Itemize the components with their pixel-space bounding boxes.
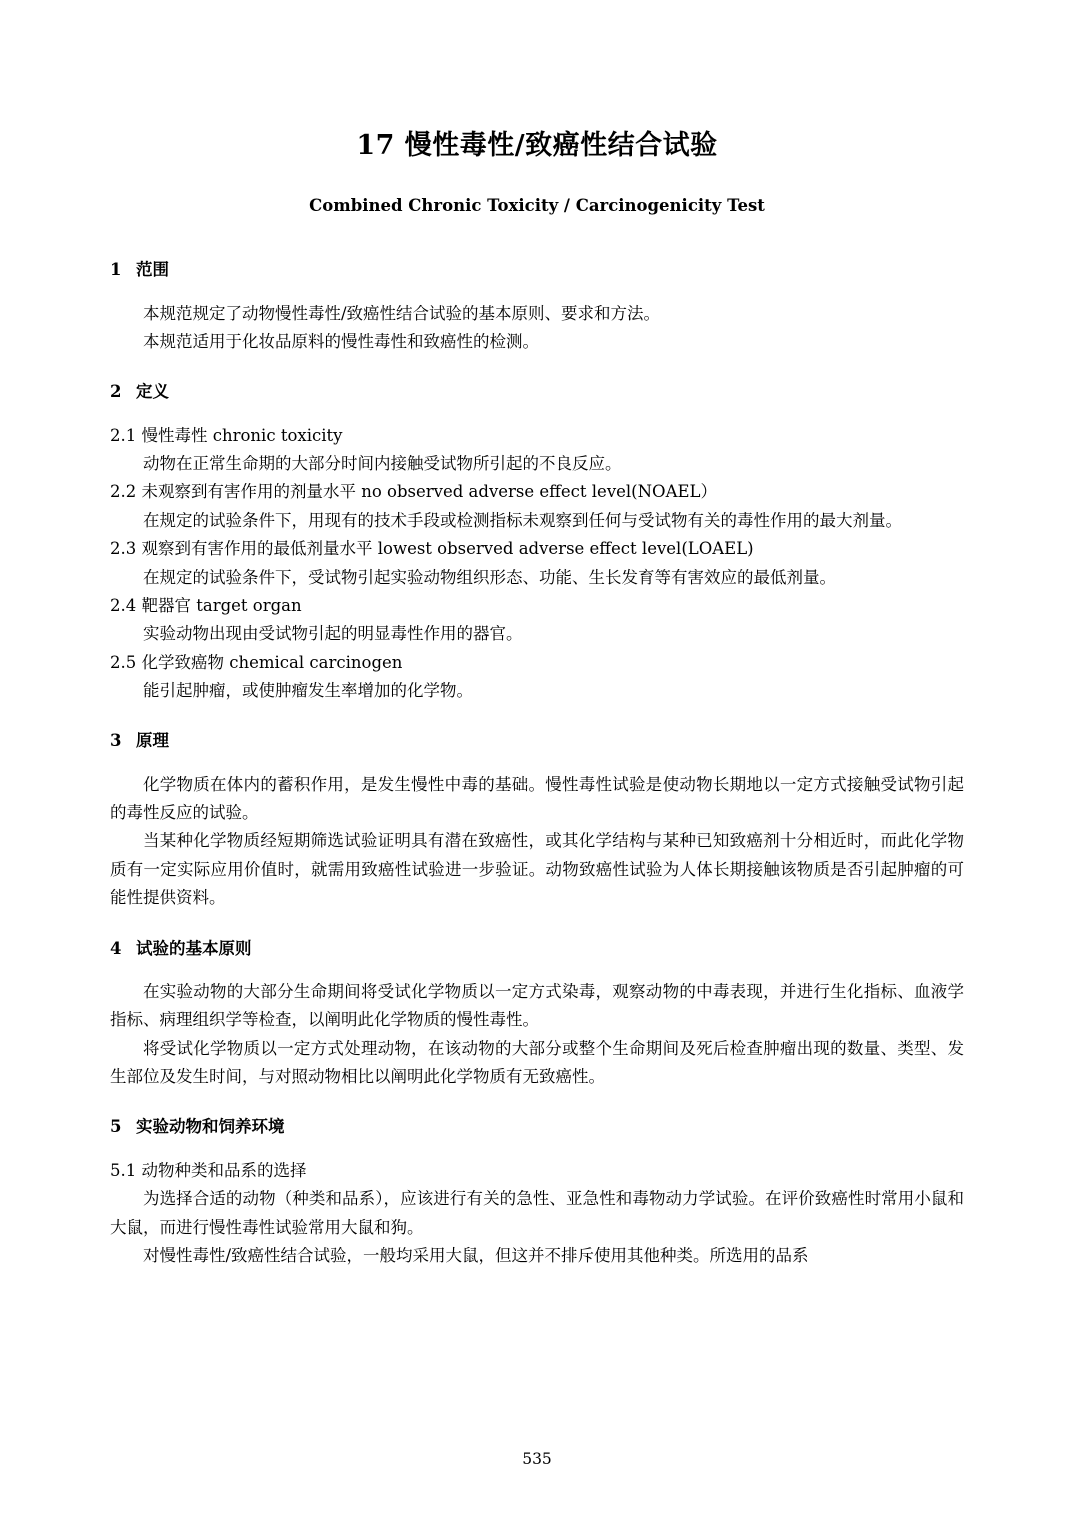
section-4-paragraph-2: 将受试化学物质以一定方式处理动物，在该动物的大部分或整个生命期间及死后检查肿瘤出现的数量、类型、发生部位及发生时间，与对照动物相比以阐明此化学物质有无致癌性。 xyxy=(110,1038,964,1087)
section-1 xyxy=(110,254,964,356)
section-5 xyxy=(110,1111,964,1270)
section-1-paragraph-2: 本规范适用于化妆品原料的慢性毒性和致癌性的检测。 xyxy=(143,331,539,351)
page-number: 535 xyxy=(522,1450,552,1468)
section-2-title: 定义 xyxy=(136,382,169,402)
subsection-5-1-body: 为选择合适的动物（种类和品系），应该进行有关的急性、亚急性和毒物动力学试验。在评价致癌性时常用小鼠和大鼠，而进行慢性毒性试验常用大鼠和狗。 xyxy=(110,1189,964,1237)
page-title: 17 慢性毒性/致癌性结合试验 xyxy=(356,130,718,161)
definition-2-4-term xyxy=(110,592,964,620)
section-5-title: 实验动物和饲养环境 xyxy=(136,1117,285,1137)
definition-2-5-body: 能引起肿瘤，或使肿瘤发生率增加的化学物。 xyxy=(143,681,473,700)
section-4-number: 4 xyxy=(110,938,122,958)
section-3-title: 原理 xyxy=(136,731,169,751)
definition-2-3-body: 在规定的试验条件下，受试物引起实验动物组织形态、功能、生长发育等有害效应的最低剂量。 xyxy=(143,567,836,587)
section-5-trailing-paragraph: 对慢性毒性/致癌性结合试验，一般均采用大鼠，但这并不排斥使用其他种类。所选用的品系 xyxy=(143,1245,809,1265)
section-3 xyxy=(110,725,964,912)
section-3-number: 3 xyxy=(110,731,122,751)
section-2 xyxy=(110,376,964,705)
section-1-number: 1 xyxy=(110,260,122,280)
section-5-heading xyxy=(110,1111,964,1142)
definition-2-3-label: 观察到有害作用的最低剂量水平 lowest observed adverse effect level(LOAEL) xyxy=(141,539,754,559)
subsection-5-1-label: 动物种类和品系的选择 xyxy=(141,1160,307,1180)
section-1-heading xyxy=(110,254,964,285)
section-3-paragraph-1: 化学物质在体内的蓄积作用，是发生慢性中毒的基础。慢性毒性试验是使动物长期地以一定方式接触受试物引起的毒性反应的试验。 xyxy=(110,774,964,823)
definition-2-2-number: 2.2 xyxy=(110,482,137,502)
definition-2-3-number: 2.3 xyxy=(110,539,137,559)
section-4 xyxy=(110,933,964,1092)
definition-2-4-number: 2.4 xyxy=(110,595,137,615)
section-4-paragraph-1: 在实验动物的大部分生命期间将受试化学物质以一定方式染毒，观察动物的中毒表现，并进行生化指标、血液学指标、病理组织学等检查，以阐明此化学物质的慢性毒性。 xyxy=(110,981,964,1030)
section-2-number: 2 xyxy=(110,382,122,402)
section-4-heading xyxy=(110,933,964,964)
page-subtitle: Combined Chronic Toxicity / Carcinogenicity Test xyxy=(309,196,765,216)
definition-2-2-term xyxy=(110,478,964,506)
section-4-title: 试验的基本原则 xyxy=(136,938,252,958)
definition-2-1-term xyxy=(110,422,964,450)
section-5-number: 5 xyxy=(110,1117,122,1137)
definition-2-1-body: 动物在正常生命期的大部分时间内接触受试物所引起的不良反应。 xyxy=(143,454,622,473)
definition-2-3-term xyxy=(110,535,964,563)
definition-2-2-body: 在规定的试验条件下，用现有的技术手段或检测指标未观察到任何与受试物有关的毒性作用的最大剂量。 xyxy=(143,510,902,530)
definition-2-2-label: 未观察到有害作用的剂量水平 no observed adverse effect level(NOAEL） xyxy=(141,482,718,502)
subsection-5-1-number: 5.1 xyxy=(110,1160,137,1180)
section-1-paragraph-1: 本规范规定了动物慢性毒性/致癌性结合试验的基本原则、要求和方法。 xyxy=(143,303,661,323)
subsection-5-1-term xyxy=(110,1157,964,1185)
section-2-heading xyxy=(110,376,964,407)
definition-2-1-label: 慢性毒性 chronic toxicity xyxy=(141,425,343,445)
definition-2-4-label: 靶器官 target organ xyxy=(141,595,302,615)
definition-2-4-body: 实验动物出现由受试物引起的明显毒性作用的器官。 xyxy=(143,624,523,644)
definition-2-5-number: 2.5 xyxy=(110,652,137,672)
definition-2-5-label: 化学致癌物 chemical carcinogen xyxy=(141,652,403,672)
definition-2-1-number: 2.1 xyxy=(110,425,137,445)
section-3-heading xyxy=(110,725,964,756)
definition-2-5-term xyxy=(110,649,964,677)
section-1-title: 范围 xyxy=(136,260,169,280)
section-3-paragraph-2: 当某种化学物质经短期筛选试验证明具有潜在致癌性，或其化学结构与某种已知致癌剂十分相近时，而此化学物质有一定实际应用价值时，就需用致癌性试验进一步验证。动物致癌性试验为人体长期接触该物质是否引起肿瘤的可能性提供资料。 xyxy=(110,831,964,908)
